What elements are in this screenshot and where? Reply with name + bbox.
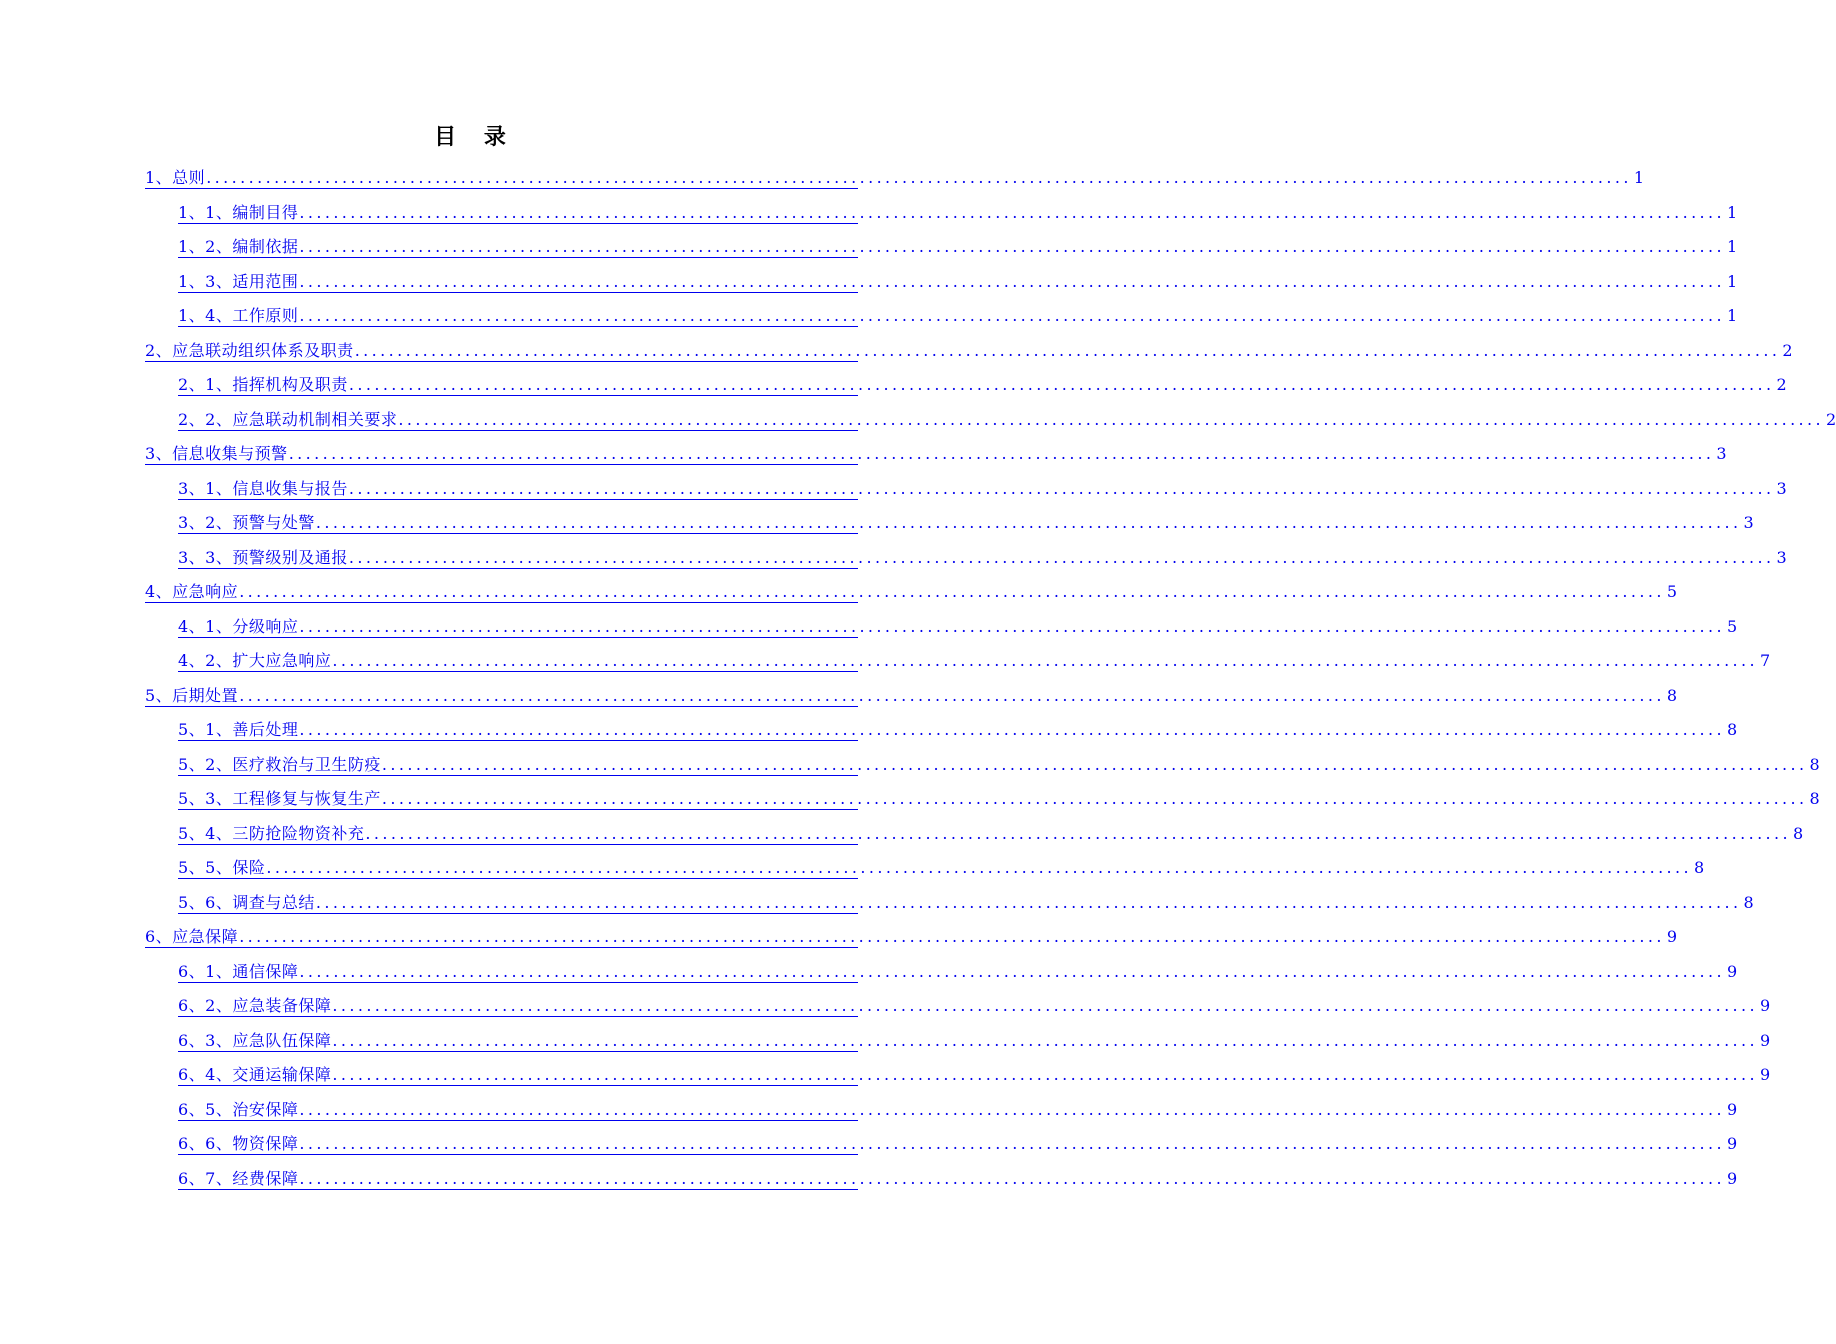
toc-entry-text: 4、1、分级响应 [178,617,299,636]
toc-page-number: 7 [1760,651,1771,670]
toc-dot-leader: ........................................................................................................................................................................ [239,582,1665,601]
toc-dot-leader: ........................................................................................................................................................................ [299,1100,1726,1119]
toc-entry[interactable] [145,436,1727,465]
toc-dot-leader: ........................................................................................................................................................................ [299,617,1726,636]
toc-entry-text: 2、2、应急联动机制相关要求 [178,410,398,429]
toc-page-number: 8 [1743,893,1754,912]
toc-dot-leader: ........................................................................................................................................................................ [315,893,1742,912]
toc-entry-text: 1、3、适用范围 [178,272,299,291]
toc-dot-leader: ........................................................................................................................................................................ [239,927,1665,946]
toc-entry[interactable] [145,574,1678,603]
toc-dot-leader: ........................................................................................................................................................................ [348,479,1775,498]
toc-dot-leader: ........................................................................................................................................................................ [381,755,1808,774]
toc-entry-text: 3、3、预警级别及通报 [178,548,348,567]
toc-entry-text: 1、4、工作原则 [178,306,299,325]
toc-page-number: 1 [1727,237,1738,256]
toc-page-number: 9 [1727,1100,1738,1119]
toc-entry[interactable] [178,195,1738,224]
toc-page-number: 9 [1760,1031,1771,1050]
toc-entry[interactable] [178,1126,1738,1155]
toc-page-number: 8 [1694,858,1705,877]
toc-entry[interactable] [178,712,1738,741]
toc-dot-leader: ........................................................................................................................................................................ [381,789,1808,808]
toc-page-number: 9 [1727,1134,1738,1153]
toc-entry[interactable] [178,954,1738,983]
toc-entry[interactable] [178,850,1705,879]
toc-page-number: 3 [1776,479,1787,498]
toc-entry-text: 1、2、编制依据 [178,237,299,256]
toc-entry-text: 6、1、通信保障 [178,962,299,981]
toc-page-number: 8 [1793,824,1804,843]
toc-entry[interactable] [178,816,1804,845]
toc-dot-leader: ........................................................................................................................................................................ [332,651,1759,670]
toc-entry-text: 1、总则 [145,168,206,187]
toc-entry-text: 6、7、经费保障 [178,1169,299,1188]
toc-entry-text: 4、应急响应 [145,582,239,601]
toc-entry-text: 5、4、三防抢险物资补充 [178,824,365,843]
toc-dot-leader: ........................................................................................................................................................................ [299,1134,1726,1153]
toc-dot-leader: ........................................................................................................................................................................ [206,168,1632,187]
toc-entry[interactable] [178,1092,1738,1121]
toc-entry[interactable] [178,264,1738,293]
toc-entry-text: 1、1、编制目得 [178,203,299,222]
toc-dot-leader: ........................................................................................................................................................................ [332,1065,1759,1084]
toc-page-number: 9 [1760,1065,1771,1084]
toc-entry-text: 6、3、应急队伍保障 [178,1031,332,1050]
toc-dot-leader: ........................................................................................................................................................................ [266,858,1693,877]
toc-title: 目 录 [434,125,516,150]
toc-dot-leader: ........................................................................................................................................................................ [299,272,1726,291]
toc-dot-leader: ........................................................................................................................................................................ [398,410,1825,429]
toc-dot-leader: ........................................................................................................................................................................ [354,341,1781,360]
toc-entry[interactable] [178,781,1820,810]
toc-dot-leader: ........................................................................................................................................................................ [299,237,1726,256]
toc-page-number: 2 [1776,375,1787,394]
toc-entry[interactable] [145,333,1793,362]
toc-page-number: 8 [1666,686,1678,705]
toc-entry[interactable] [178,367,1787,396]
toc-page-number: 9 [1727,1169,1738,1188]
toc-entry-text: 6、6、物资保障 [178,1134,299,1153]
toc-entry-text: 2、1、指挥机构及职责 [178,375,348,394]
toc-dot-leader: ........................................................................................................................................................................ [299,306,1726,325]
toc-page-number: 1 [1727,306,1738,325]
toc-page-number: 5 [1666,582,1678,601]
toc-page-number: 3 [1716,444,1727,463]
toc-entry-text: 3、2、预警与处警 [178,513,315,532]
toc-page-number: 8 [1727,720,1738,739]
toc-entry-text: 3、1、信息收集与报告 [178,479,348,498]
toc-entry[interactable] [178,643,1771,672]
toc-page-number: 1 [1727,272,1738,291]
toc-page-number: 3 [1743,513,1754,532]
toc-dot-leader: ........................................................................................................................................................................ [348,548,1775,567]
toc-page-number: 8 [1809,755,1820,774]
toc-entry-text: 5、5、保险 [178,858,266,877]
toc-entry-text: 6、2、应急装备保障 [178,996,332,1015]
toc-dot-leader: ........................................................................................................................................................................ [299,962,1726,981]
toc-entry-text: 6、应急保障 [145,927,239,946]
toc-entry[interactable] [178,540,1787,569]
toc-entry-text: 4、2、扩大应急响应 [178,651,332,670]
toc-page-number: 9 [1760,996,1771,1015]
toc-page-number: 2 [1782,341,1793,360]
toc-entry-text: 5、3、工程修复与恢复生产 [178,789,381,808]
toc-entry-text: 3、信息收集与预警 [145,444,288,463]
toc-entry[interactable] [178,471,1787,500]
toc-entry-text: 5、2、医疗救治与卫生防疫 [178,755,381,774]
toc-entry[interactable] [178,402,1836,431]
toc-entry[interactable] [178,988,1771,1017]
toc-entry[interactable] [145,919,1678,948]
toc-entry[interactable] [178,505,1754,534]
toc-page-number: 5 [1727,617,1738,636]
toc-dot-leader: ........................................................................................................................................................................ [315,513,1742,532]
toc-entry-text: 5、后期处置 [145,686,239,705]
toc-page-number: 9 [1727,962,1738,981]
toc-page-number: 1 [1727,203,1738,222]
toc-entry[interactable] [178,609,1738,638]
toc-dot-leader: ........................................................................................................................................................................ [299,720,1726,739]
toc-entry-text: 6、5、治安保障 [178,1100,299,1119]
toc-dot-leader: ........................................................................................................................................................................ [365,824,1792,843]
toc-entry-text: 5、1、善后处理 [178,720,299,739]
toc-entry[interactable] [178,1161,1738,1190]
toc-entry[interactable] [178,229,1738,258]
toc-dot-leader: ........................................................................................................................................................................ [348,375,1775,394]
toc-page-number: 8 [1809,789,1820,808]
toc-entry[interactable] [178,1023,1771,1052]
toc-entry[interactable] [145,160,1645,189]
toc-entry[interactable] [145,678,1678,707]
toc-page-number: 2 [1826,410,1836,429]
toc-dot-leader: ........................................................................................................................................................................ [332,996,1759,1015]
toc-page-number: 1 [1633,168,1645,187]
toc-dot-leader: ........................................................................................................................................................................ [299,203,1726,222]
toc-entry-text: 2、应急联动组织体系及职责 [145,341,354,360]
toc-dot-leader: ........................................................................................................................................................................ [332,1031,1759,1050]
toc-entry[interactable] [178,885,1754,914]
toc-page-number: 3 [1776,548,1787,567]
toc-entry-text: 5、6、调查与总结 [178,893,315,912]
toc-dot-leader: ........................................................................................................................................................................ [288,444,1715,463]
toc-entry[interactable] [178,747,1820,776]
toc-entry[interactable] [178,298,1738,327]
toc-page-number: 9 [1666,927,1678,946]
toc-dot-leader: ........................................................................................................................................................................ [299,1169,1726,1188]
toc-entry-text: 6、4、交通运输保障 [178,1065,332,1084]
toc-entry[interactable] [178,1057,1771,1086]
toc-dot-leader: ........................................................................................................................................................................ [239,686,1665,705]
